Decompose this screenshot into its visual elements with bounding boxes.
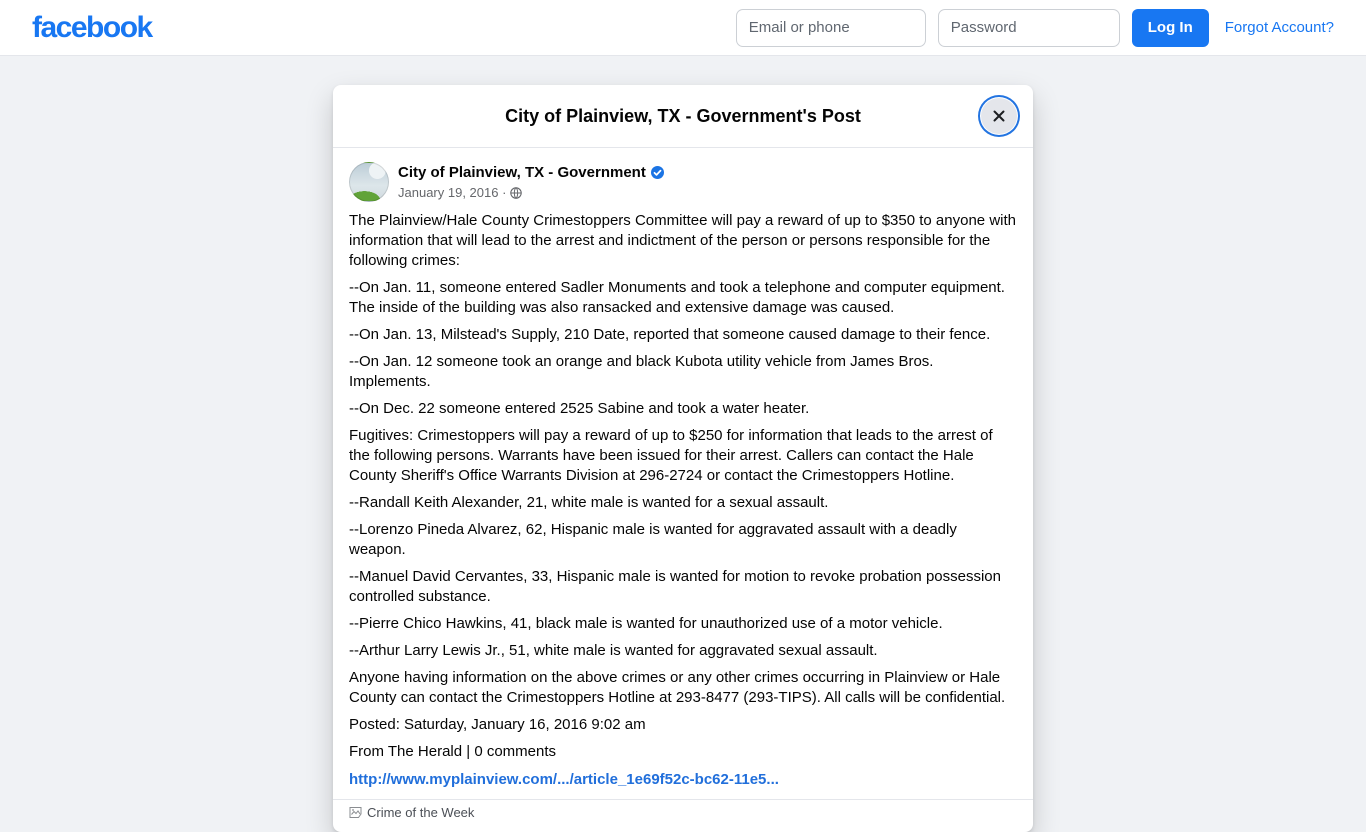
post-paragraph: Fugitives: Crimestoppers will pay a reward of up to $250 for information that leads to the arrest of the following persons. Warrants have been issued for their arrest. Callers can contact the Hale County Sheriff's Office Warrants Division at 296-2724 or contact the Crimestoppers Hotline. — [349, 427, 993, 484]
post-paragraph: The Plainview/Hale County Crimestoppers Committee will pay a reward of up to $350 to anyone with information that will lead to the arrest and indictment of the person or persons responsible for the following crimes: — [349, 212, 1016, 269]
top-navbar — [0, 0, 1366, 56]
modal-title: City of Plainview, TX - Government's Post — [505, 106, 861, 126]
email-field[interactable] — [736, 9, 926, 47]
post-paragraph: --On Jan. 13, Milstead's Supply, 210 Date, reported that someone caused damage to their fence. — [349, 326, 991, 343]
post-paragraph: Posted: Saturday, January 16, 2016 9:02 am — [349, 716, 646, 733]
post-paragraph: --On Dec. 22 someone entered 2525 Sabine and took a water heater. — [349, 400, 810, 417]
post-article-link[interactable]: http://www.myplainview.com/.../article_1e69f52c-bc62-11e5... — [349, 771, 779, 788]
post-header — [333, 148, 1033, 202]
verified-badge-icon — [651, 166, 664, 179]
attachment-alt-text: Crime of the Week — [367, 805, 475, 820]
post-text — [333, 202, 1033, 762]
post-paragraph: Anyone having information on the above crimes or any other crimes occurring in Plainview or Hale County can contact the Crimestoppers Hotline at 293-8477 (293-TIPS). All calls will be confidential. — [349, 669, 1006, 706]
post-modal — [333, 85, 1033, 832]
post-paragraph: --Randall Keith Alexander, 21, white male is wanted for a sexual assault. — [349, 494, 829, 511]
post-paragraph: --Manuel David Cervantes, 33, Hispanic male is wanted for motion to revoke probation possession controlled substance. — [349, 568, 1001, 605]
broken-image-icon — [349, 806, 362, 819]
author-name[interactable]: City of Plainview, TX - Government — [398, 164, 646, 181]
facebook-logo[interactable]: facebook — [32, 10, 152, 44]
modal-header — [333, 85, 1033, 148]
post-paragraph: From The Herald | 0 comments — [349, 743, 557, 760]
post-paragraph: --Lorenzo Pineda Alvarez, 62, Hispanic male is wanted for aggravated assault with a deadly weapon. — [349, 521, 957, 558]
post-paragraph: --On Jan. 12 someone took an orange and black Kubota utility vehicle from James Bros. Implements. — [349, 353, 934, 390]
forgot-account-link[interactable]: Forgot Account? — [1224, 19, 1334, 36]
close-icon — [990, 107, 1008, 125]
post-paragraph: --Arthur Larry Lewis Jr., 51, white male is wanted for aggravated sexual assault. — [349, 642, 878, 659]
close-button[interactable] — [981, 98, 1017, 134]
password-field[interactable] — [938, 9, 1120, 47]
globe-privacy-icon — [510, 187, 522, 199]
author-block — [398, 162, 664, 202]
post-timestamp[interactable] — [398, 185, 664, 200]
avatar[interactable] — [349, 162, 389, 202]
login-form — [736, 9, 1334, 47]
login-button[interactable]: Log In — [1132, 9, 1209, 47]
post-paragraph: --On Jan. 11, someone entered Sadler Monuments and took a telephone and computer equipment. The inside of the building was also ransacked and extensive damage was caused. — [349, 279, 1005, 316]
post-attachment[interactable] — [333, 799, 1033, 832]
page-content — [0, 56, 1366, 832]
post-paragraph: --Pierre Chico Hawkins, 41, black male is wanted for unauthorized use of a motor vehicle. — [349, 615, 943, 632]
post-date: January 19, 2016 · — [398, 185, 507, 200]
